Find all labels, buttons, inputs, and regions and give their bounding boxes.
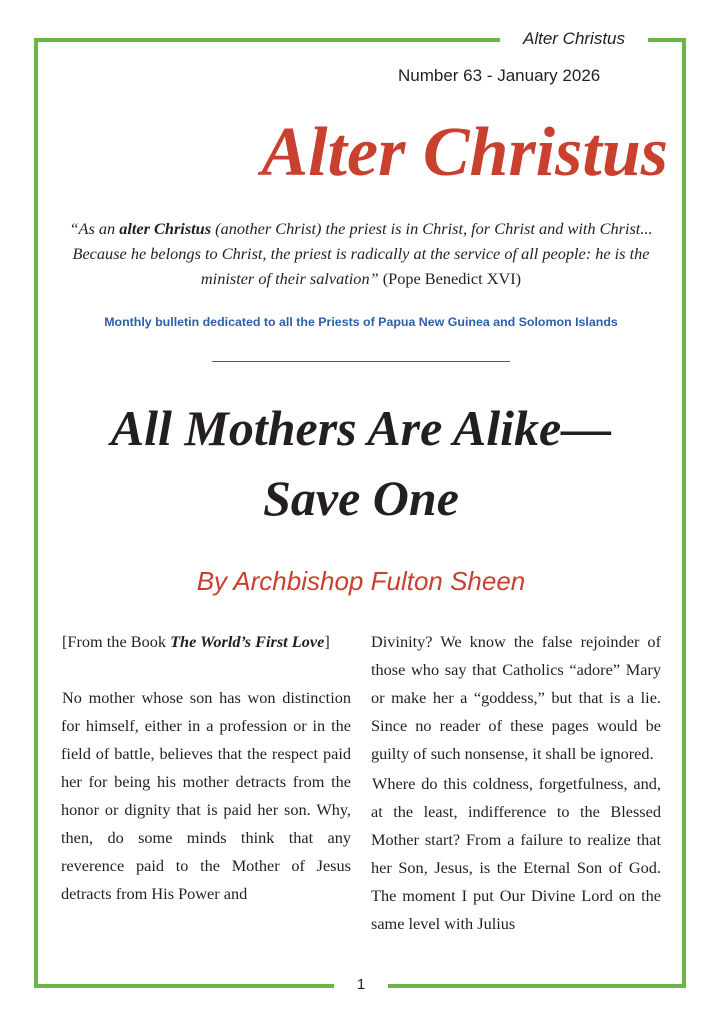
- source-suffix: ]: [324, 632, 330, 651]
- running-title: Alter Christus: [500, 26, 648, 52]
- article-column-right: [371, 628, 661, 938]
- source-book-title: The World’s First Love: [170, 632, 325, 651]
- article-title-line-1: All Mothers Are Alike—: [110, 400, 612, 456]
- article-paragraph: No mother whose son has won distinction for himself, either in a profession or in the field of battle, believes that the respect paid her for being his mother detracts from the honor or dignity that is paid her son. Why, then, do some minds think that any reverence paid to the Mother of Jesus detracts from His Power and: [61, 688, 351, 903]
- issue-number: Number 63 - January 2026: [398, 66, 601, 85]
- article-column-left: [61, 628, 351, 908]
- page-number: 1: [334, 972, 388, 998]
- bulletin-tagline: Monthly bulletin dedicated to all the Priests of Papua New Guinea and Solomon Islands: [104, 315, 618, 329]
- quote-text-start: “As an: [69, 219, 120, 238]
- source-prefix: [From the Book: [62, 632, 171, 651]
- article-title: [40, 393, 682, 533]
- quote-attribution: (Pope Benedict XVI): [378, 269, 522, 288]
- article-byline: By Archbishop Fulton Sheen: [196, 566, 526, 596]
- article-paragraph: Where do this coldness, forgetfulness, and, at the least, indifference to the Blessed Mother start? From a failure to realize that her Son, Jesus, is the Eternal Son of God. The moment I put Our Divine Lord on the same level with Julius: [371, 774, 661, 933]
- quote-text-end: (another Christ) the priest is in Christ, for Christ and with Christ... Because he belongs to Christ, the priest is radically at the service of all people: he is the minister of their salvation”: [72, 219, 653, 288]
- article-paragraph-continued: Divinity? We know the false rejoinder of those who say that Catholics “adore” Mary or make her a “goddess,” but that is a lie. Since no reader of these pages would be guilty of such nonsense, it shall be ignored.: [371, 632, 661, 763]
- quote-bold-term: alter Christus: [119, 219, 212, 238]
- article-title-line-2: Save One: [263, 470, 459, 526]
- masthead-title: Alter Christus: [261, 114, 668, 191]
- epigraph-quote: [58, 216, 664, 291]
- article-source: [61, 628, 351, 656]
- divider: [212, 361, 510, 362]
